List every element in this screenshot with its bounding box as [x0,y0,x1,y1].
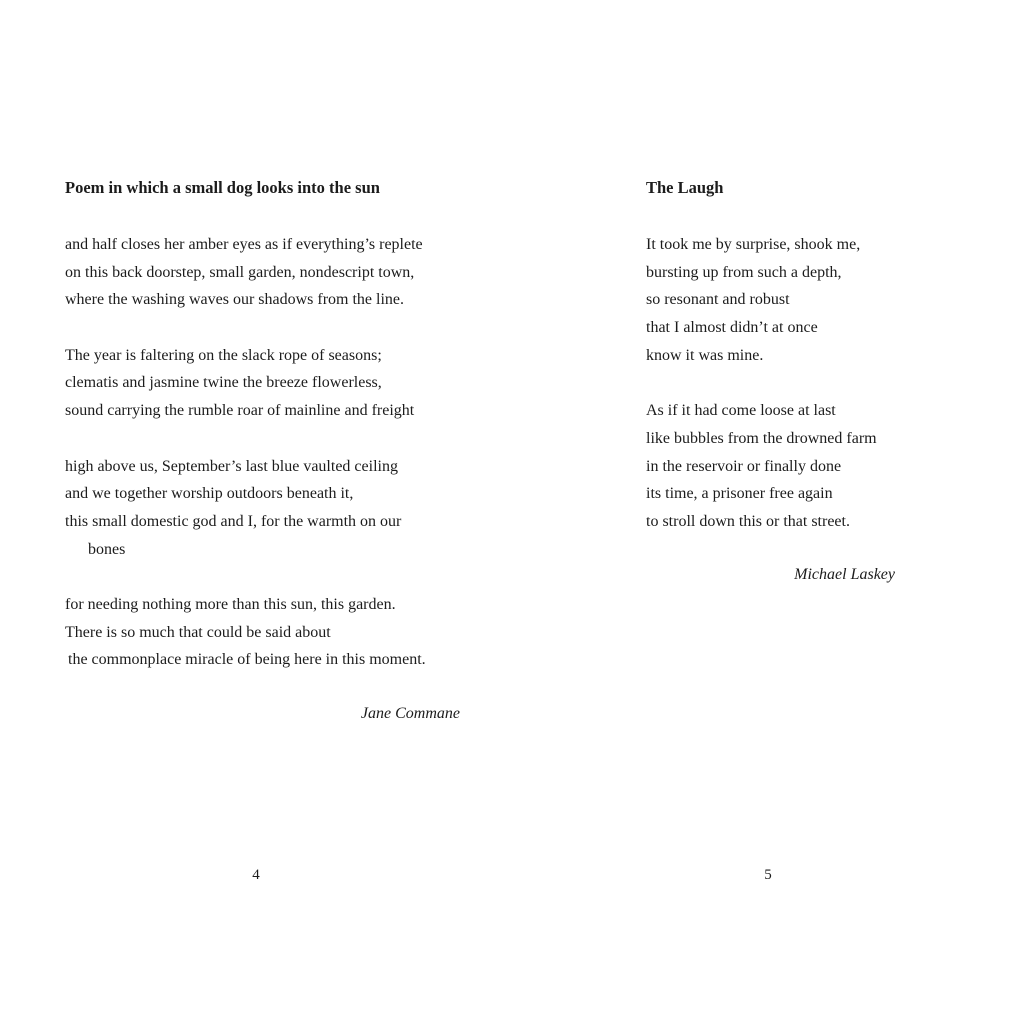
poem-title: The Laugh [646,178,724,197]
poem-line: this small domestic god and I, for the warmth on our [65,512,402,530]
poem-line: high above us, September’s last blue vaulted ceiling [65,457,398,475]
poem-line: know it was mine. [646,346,764,364]
poem-line: on this back doorstep, small garden, nondescript town, [65,263,415,281]
poem-line: to stroll down this or that street. [646,512,850,530]
poem-line: the commonplace miracle of being here in this moment. [68,651,426,669]
stanza-break [65,425,426,453]
poem-line: clematis and jasmine twine the breeze flowerless, [65,374,382,392]
page-number: 4 [252,867,260,883]
stanza-break [65,314,426,342]
poem-body [65,231,426,674]
poem-line: where the washing waves our shadows from the line. [65,291,405,309]
stanza-break [646,369,877,397]
poem-line: in the reservoir or finally done [646,457,842,475]
poem-author: Jane Commane [360,705,460,722]
poem-line: and we together worship outdoors beneath it, [65,485,354,503]
poem-line: It took me by surprise, shook me, [646,236,861,253]
poem-title: Poem in which a small dog looks into the sun [65,178,380,197]
poem-author: Michael Laskey [794,566,895,583]
poem-line: so resonant and robust [646,291,790,309]
right-page [512,0,1025,1025]
poem-line: bursting up from such a depth, [646,263,842,281]
poem-body [646,231,877,536]
stanza-break [65,563,426,591]
poem-line: like bubbles from the drowned farm [646,429,877,447]
poem-line: The year is faltering on the slack rope of seasons; [65,346,382,364]
poem-line: As if it had come loose at last [646,402,836,420]
poem-line: for needing nothing more than this sun, this garden. [65,595,396,613]
left-page [0,0,512,1025]
page-number: 5 [764,867,772,883]
poem-line: its time, a prisoner free again [646,485,833,503]
poem-line: that I almost didn’t at once [646,319,818,337]
poem-line: There is so much that could be said about [65,623,331,641]
poem-line: sound carrying the rumble roar of mainline and freight [65,402,415,420]
poem-line-continuation: bones [88,540,126,558]
poem-line: and half closes her amber eyes as if everything’s replete [65,236,423,253]
